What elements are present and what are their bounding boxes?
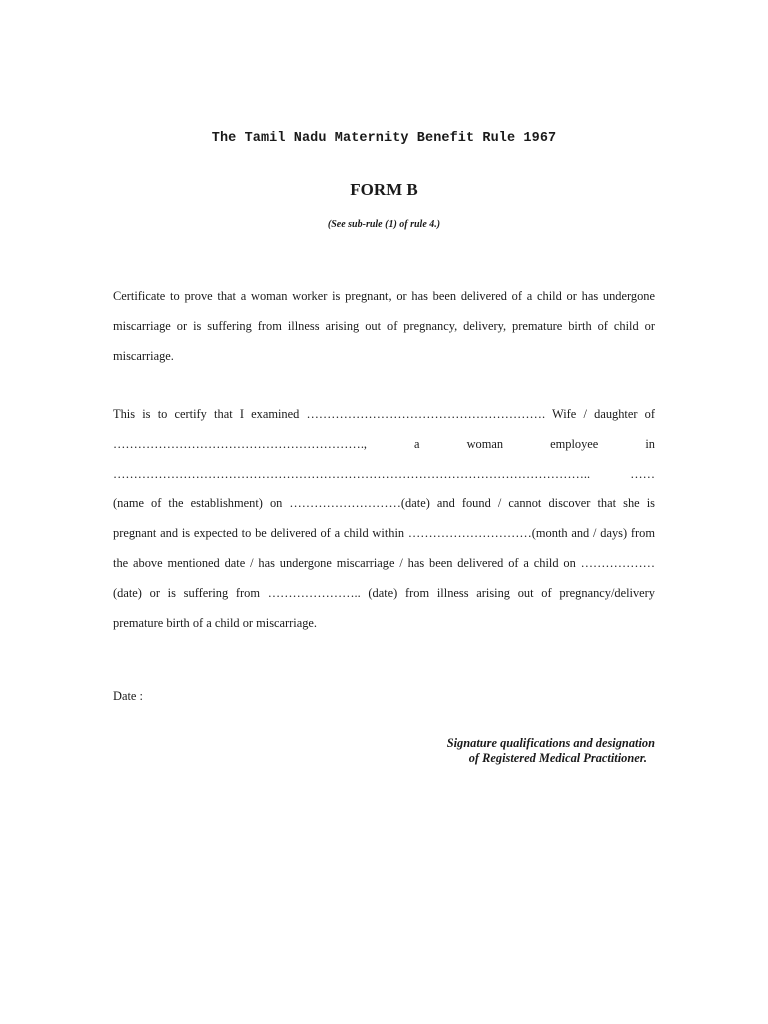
paragraph-line: miscarriage. bbox=[113, 348, 174, 363]
paragraph-line: (name of the establishment) on ………………………(date) and found / cannot discover that she is bbox=[113, 496, 655, 511]
paragraph-line: ……………………………………………………., a woman employee in bbox=[113, 436, 655, 451]
signature-line-2: of Registered Medical Practitioner. bbox=[468, 751, 647, 765]
signature-line-1: Signature qualifications and designation bbox=[446, 736, 655, 750]
paragraph-line: the above mentioned date / has undergone miscarriage / has been delivered of a child on ……………… bbox=[113, 555, 655, 570]
paragraph-line: …………………………………………………………………………………………………….. …… bbox=[113, 466, 655, 481]
paragraph-line: (date) or is suffering from ………………….. (date) from illness arising out of pregnancy/delivery bbox=[113, 585, 655, 600]
signature-block bbox=[355, 736, 655, 766]
form-title: FORM B bbox=[350, 180, 418, 199]
paragraph-line: pregnant and is expected to be delivered of a child within …………………………(month and / days) from bbox=[113, 526, 655, 541]
rule-title: The Tamil Nadu Maternity Benefit Rule 1967 bbox=[211, 131, 557, 146]
paragraph-line: premature birth of a child or miscarriage. bbox=[113, 615, 318, 630]
certification-paragraph bbox=[113, 400, 655, 638]
date-label: Date : bbox=[113, 689, 143, 703]
paragraph-line: Certificate to prove that a woman worker is pregnant, or has been delivered of a child or has undergone bbox=[113, 289, 655, 303]
paragraph-line: miscarriage or is suffering from illness arising out of pregnancy, delivery, premature birth of child or bbox=[113, 318, 655, 333]
paragraph-line: This is to certify that I examined …………………………………………………. Wife / daughter of bbox=[113, 407, 655, 421]
form-reference: (See sub-rule (1) of rule 4.) bbox=[327, 219, 441, 230]
certificate-purpose-paragraph bbox=[113, 282, 655, 371]
